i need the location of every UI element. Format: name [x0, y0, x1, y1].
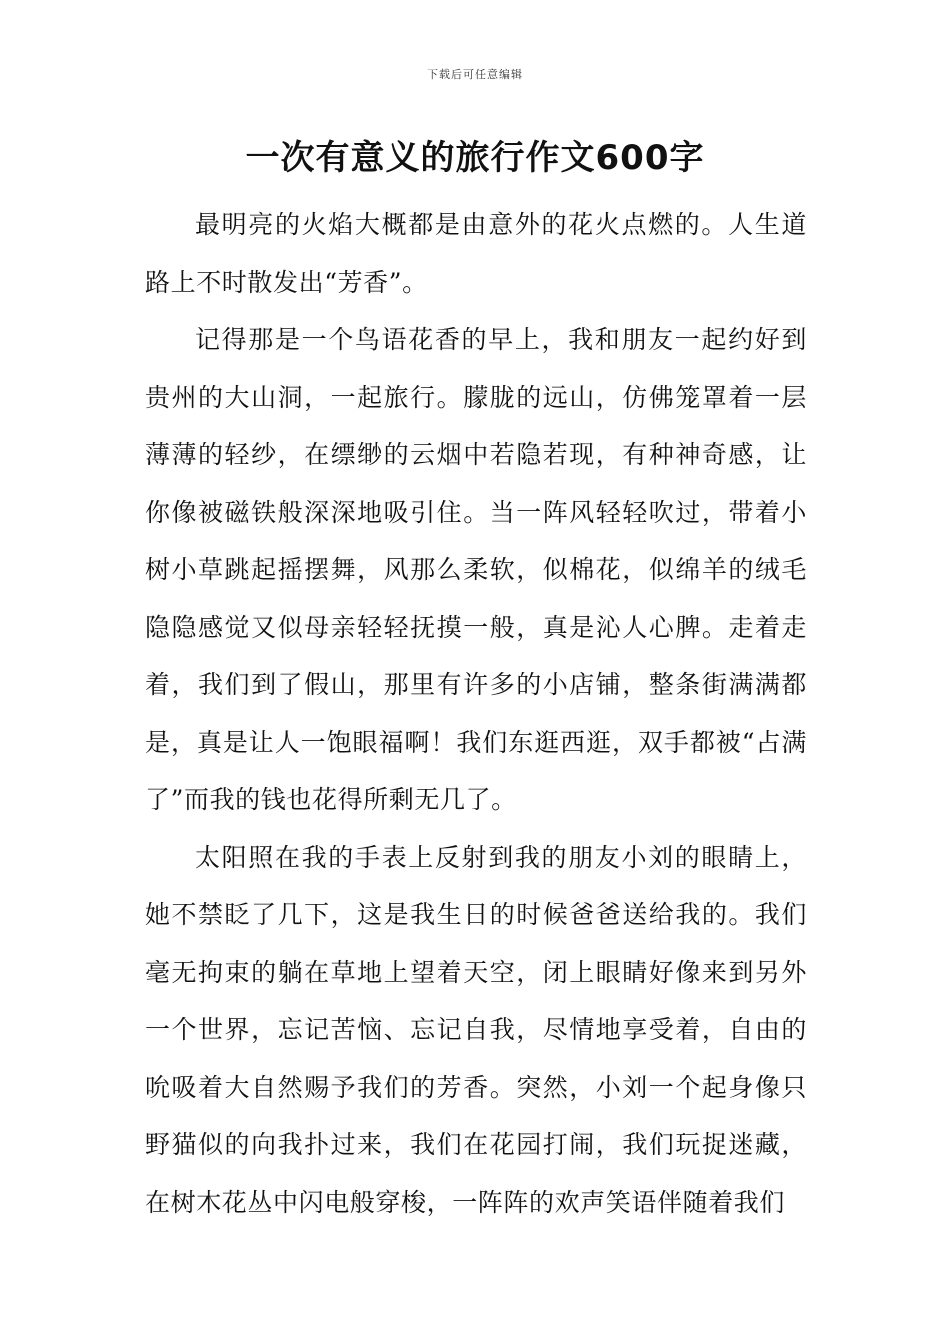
header-note: 下载后可任意编辑 — [427, 68, 523, 81]
document-body — [145, 196, 807, 1231]
paragraph-2: 记得那是一个鸟语花香的早上，我和朋友一起约好到贵州的大山洞，一起旅行。朦胧的远山，仿佛笼罩着一层薄薄的轻纱，在缥缈的云烟中若隐若现，有种神奇感，让你像被磁铁般深深地吸引住。当一阵风轻轻吹过，带着小树小草跳起摇摆舞，风那么柔软，似棉花，似绵羊的绒毛隐隐感觉又似母亲轻轻抚摸一般，真是沁人心脾。走着走着，我们到了假山，那里有许多的小店铺，整条街满满都是，真是让人一饱眼福啊！我们东逛西逛，双手都被“占满了”而我的钱也花得所剩无几了。 — [145, 325, 807, 814]
document-title: 一次有意义的旅行作文600字 — [245, 138, 705, 178]
paragraph-1: 最明亮的火焰大概都是由意外的花火点燃的。人生道路上不时散发出“芳香”。 — [145, 210, 807, 297]
paragraph-3: 太阳照在我的手表上反射到我的朋友小刘的眼睛上，她不禁眨了几下，这是我生日的时候爸爸送给我的。我们毫无拘束的躺在草地上望着天空，闭上眼睛好像来到另外一个世界，忘记苦恼、忘记自我，尽情地享受着，自由的吮吸着大自然赐予我们的芳香。突然，小刘一个起身像只野猫似的向我扑过来，我们在花园打闹，我们玩捉迷藏，在树木花丛中闪电般穿梭，一阵阵的欢声笑语伴随着我们 — [145, 842, 807, 1217]
